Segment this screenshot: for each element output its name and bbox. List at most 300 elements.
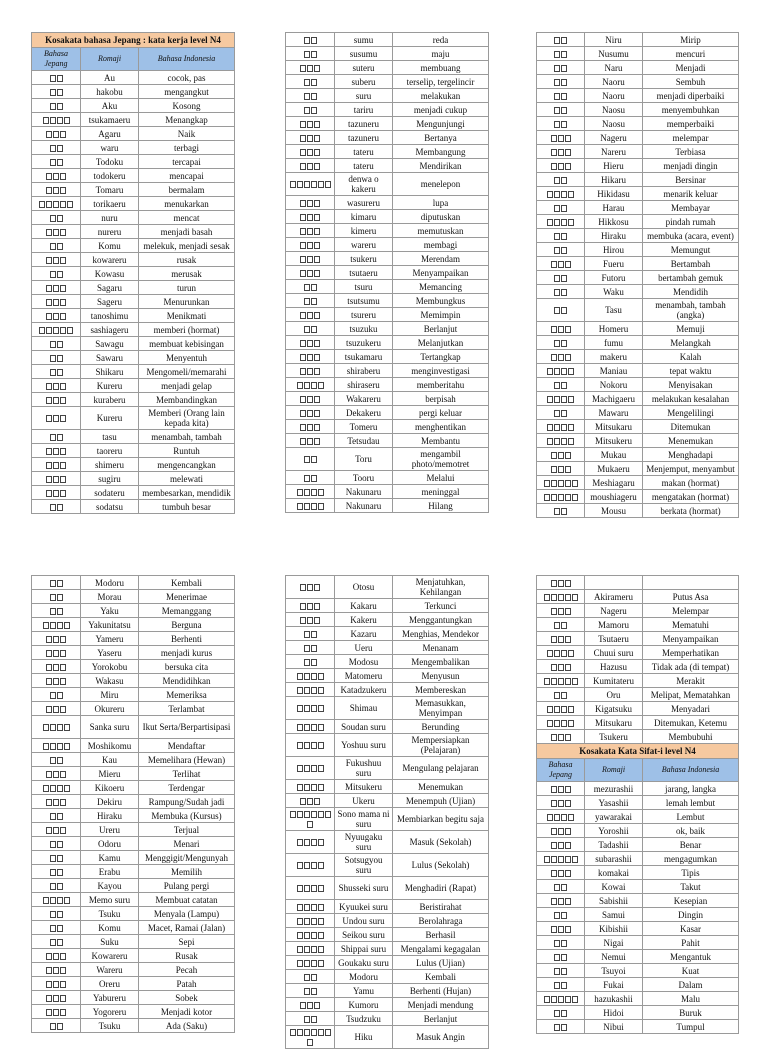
missing-glyph-icon xyxy=(554,622,560,629)
missing-glyph-icon xyxy=(318,765,324,772)
romaji-cell: Goukaku suru xyxy=(335,956,393,970)
japanese-cell xyxy=(537,604,585,618)
missing-glyph-icon xyxy=(57,743,63,750)
missing-glyph-icon xyxy=(311,1029,317,1036)
missing-glyph-icon xyxy=(558,828,564,835)
romaji-cell: Sotsugyou suru xyxy=(335,854,393,877)
missing-glyph-icon xyxy=(50,594,56,601)
japanese-cell xyxy=(537,285,585,299)
table-row xyxy=(537,646,739,660)
missing-glyph-icon xyxy=(46,981,52,988)
missing-glyph-icon xyxy=(551,261,557,268)
romaji-cell: Kamu xyxy=(81,851,139,865)
missing-glyph-icon xyxy=(64,785,70,792)
japanese-cell xyxy=(537,131,585,145)
indonesian-cell: membuka (acara, event) xyxy=(643,229,739,243)
indonesian-cell: jarang, langka xyxy=(643,782,739,796)
japanese-cell xyxy=(286,720,335,734)
missing-glyph-icon xyxy=(300,354,306,361)
romaji-cell: Akirameru xyxy=(585,590,643,604)
japanese-cell xyxy=(32,211,81,225)
missing-glyph-icon xyxy=(50,215,56,222)
indonesian-cell: Mendidihkan xyxy=(139,674,235,688)
indonesian-cell: Naik xyxy=(139,127,235,141)
table-row xyxy=(32,618,235,632)
table-row xyxy=(286,471,489,485)
japanese-cell xyxy=(537,89,585,103)
indonesian-cell: Ditemukan xyxy=(643,420,739,434)
missing-glyph-icon xyxy=(304,724,310,731)
japanese-cell xyxy=(286,734,335,757)
romaji-cell: taoreru xyxy=(81,444,139,458)
missing-glyph-icon xyxy=(558,163,564,170)
indonesian-cell: maju xyxy=(393,47,489,61)
indonesian-cell: menyembuhkan xyxy=(643,103,739,117)
japanese-cell xyxy=(32,781,81,795)
missing-glyph-icon xyxy=(547,191,553,198)
indonesian-cell: Malu xyxy=(643,992,739,1006)
missing-glyph-icon xyxy=(314,214,320,221)
missing-glyph-icon xyxy=(297,742,303,749)
missing-glyph-icon xyxy=(60,490,66,497)
missing-glyph-icon xyxy=(561,650,567,657)
japanese-cell xyxy=(32,337,81,351)
missing-glyph-icon xyxy=(304,988,310,995)
indonesian-cell: Berlanjut xyxy=(393,322,489,336)
missing-glyph-icon xyxy=(50,159,56,166)
table-row xyxy=(32,935,235,949)
missing-glyph-icon xyxy=(307,584,313,591)
missing-glyph-icon xyxy=(300,270,306,277)
romaji-cell: Naoru xyxy=(585,89,643,103)
indonesian-cell: Pahit xyxy=(643,936,739,950)
missing-glyph-icon xyxy=(551,898,557,905)
missing-glyph-icon xyxy=(300,228,306,235)
romaji-cell: Yorokobu xyxy=(81,660,139,674)
missing-glyph-icon xyxy=(565,163,571,170)
table-row xyxy=(32,851,235,865)
romaji-cell: Komu xyxy=(81,239,139,253)
japanese-cell xyxy=(537,894,585,908)
missing-glyph-icon xyxy=(554,177,560,184)
indonesian-cell: melekuk, menjadi sesak xyxy=(139,239,235,253)
romaji-cell: Nemui xyxy=(585,950,643,964)
missing-glyph-icon xyxy=(50,369,56,376)
missing-glyph-icon xyxy=(561,247,567,254)
table-row xyxy=(537,131,739,145)
table-row xyxy=(537,576,739,590)
missing-glyph-icon xyxy=(558,149,564,156)
romaji-cell: Wakareru xyxy=(335,392,393,406)
missing-glyph-icon xyxy=(53,257,59,264)
romaji-cell: Hiraku xyxy=(81,809,139,823)
romaji-cell: Tsuyoi xyxy=(585,964,643,978)
missing-glyph-icon xyxy=(46,995,52,1002)
missing-glyph-icon xyxy=(60,131,66,138)
romaji-cell: Yogoreru xyxy=(81,1005,139,1019)
missing-glyph-icon xyxy=(565,326,571,333)
missing-glyph-icon xyxy=(304,862,310,869)
missing-glyph-icon xyxy=(318,382,324,389)
missing-glyph-icon xyxy=(57,159,63,166)
missing-glyph-icon xyxy=(561,368,567,375)
missing-glyph-icon xyxy=(551,734,557,741)
indonesian-cell: Menyadari xyxy=(643,702,739,716)
romaji-cell: Wareru xyxy=(81,963,139,977)
romaji-cell: Mitsukeru xyxy=(585,434,643,448)
table-row xyxy=(32,795,235,809)
missing-glyph-icon xyxy=(46,415,52,422)
table-row xyxy=(32,879,235,893)
table-row xyxy=(286,238,489,252)
japanese-cell xyxy=(537,936,585,950)
missing-glyph-icon xyxy=(307,424,313,431)
table-row xyxy=(286,831,489,854)
missing-glyph-icon xyxy=(547,438,553,445)
missing-glyph-icon xyxy=(551,580,557,587)
missing-glyph-icon xyxy=(561,340,567,347)
missing-glyph-icon xyxy=(558,261,564,268)
missing-glyph-icon xyxy=(304,284,310,291)
missing-glyph-icon xyxy=(561,814,567,821)
missing-glyph-icon xyxy=(547,814,553,821)
missing-glyph-icon xyxy=(57,608,63,615)
missing-glyph-icon xyxy=(53,981,59,988)
missing-glyph-icon xyxy=(314,368,320,375)
missing-glyph-icon xyxy=(311,1016,317,1023)
missing-glyph-icon xyxy=(304,326,310,333)
indonesian-cell: Memanggang xyxy=(139,604,235,618)
table-row xyxy=(286,914,489,928)
missing-glyph-icon xyxy=(57,855,63,862)
missing-glyph-icon xyxy=(565,734,571,741)
missing-glyph-icon xyxy=(561,622,567,629)
romaji-cell: Kyuukei suru xyxy=(335,900,393,914)
missing-glyph-icon xyxy=(561,275,567,282)
missing-glyph-icon xyxy=(50,692,56,699)
missing-glyph-icon xyxy=(554,692,560,699)
indonesian-cell: Mengomeli/memarahi xyxy=(139,365,235,379)
header-romaji: Romaji xyxy=(585,759,643,782)
table-row xyxy=(286,117,489,131)
table-row xyxy=(537,936,739,950)
romaji-cell: kuraberu xyxy=(81,393,139,407)
table-row xyxy=(32,646,235,660)
japanese-cell xyxy=(286,655,335,669)
romaji-cell: Yaseru xyxy=(81,646,139,660)
romaji-cell: Tsukeru xyxy=(585,730,643,744)
table-row xyxy=(537,894,739,908)
romaji-cell: Nibui xyxy=(585,1020,643,1034)
missing-glyph-icon xyxy=(60,650,66,657)
missing-glyph-icon xyxy=(57,271,63,278)
romaji-cell: Todoku xyxy=(81,155,139,169)
missing-glyph-icon xyxy=(565,135,571,142)
romaji-cell: tazuneru xyxy=(335,117,393,131)
table-row xyxy=(32,823,235,837)
indonesian-cell: pindah rumah xyxy=(643,215,739,229)
japanese-cell xyxy=(32,753,81,767)
missing-glyph-icon xyxy=(60,187,66,194)
missing-glyph-icon xyxy=(318,181,324,188)
japanese-cell xyxy=(537,702,585,716)
missing-glyph-icon xyxy=(46,201,52,208)
missing-glyph-icon xyxy=(558,734,564,741)
indonesian-cell: Berlanjut xyxy=(393,1012,489,1026)
missing-glyph-icon xyxy=(297,765,303,772)
table-row xyxy=(537,47,739,61)
missing-glyph-icon xyxy=(318,932,324,939)
missing-glyph-icon xyxy=(46,1009,52,1016)
missing-glyph-icon xyxy=(307,340,313,347)
indonesian-cell: Mengalami kegagalan xyxy=(393,942,489,956)
missing-glyph-icon xyxy=(57,89,63,96)
missing-glyph-icon xyxy=(290,1029,296,1036)
missing-glyph-icon xyxy=(558,856,564,863)
missing-glyph-icon xyxy=(297,489,303,496)
table-row xyxy=(32,963,235,977)
table-row xyxy=(32,865,235,879)
missing-glyph-icon xyxy=(57,813,63,820)
missing-glyph-icon xyxy=(314,798,320,805)
missing-glyph-icon xyxy=(290,181,296,188)
romaji-cell: denwa o kakeru xyxy=(335,173,393,196)
missing-glyph-icon xyxy=(554,968,560,975)
table-row xyxy=(286,683,489,697)
japanese-cell xyxy=(32,281,81,295)
romaji-cell: Nareru xyxy=(585,145,643,159)
table-row xyxy=(286,1026,489,1049)
table-row xyxy=(32,183,235,197)
indonesian-cell: makan (hormat) xyxy=(643,476,739,490)
missing-glyph-icon xyxy=(314,65,320,72)
table-row xyxy=(286,1012,489,1026)
missing-glyph-icon xyxy=(565,636,571,643)
romaji-cell: Nyuugaku suru xyxy=(335,831,393,854)
table-title: Kosakata Kata Sifat-i level N4 xyxy=(537,744,739,759)
missing-glyph-icon xyxy=(558,466,564,473)
japanese-cell xyxy=(286,669,335,683)
japanese-cell xyxy=(32,739,81,753)
indonesian-cell: Memancing xyxy=(393,280,489,294)
japanese-cell xyxy=(537,173,585,187)
japanese-cell xyxy=(286,900,335,914)
table-row xyxy=(32,225,235,239)
missing-glyph-icon xyxy=(551,354,557,361)
table-row xyxy=(537,964,739,978)
missing-glyph-icon xyxy=(53,383,59,390)
indonesian-cell: Menangkap xyxy=(139,113,235,127)
indonesian-cell: diputuskan xyxy=(393,210,489,224)
japanese-cell xyxy=(32,500,81,514)
missing-glyph-icon xyxy=(558,898,564,905)
missing-glyph-icon xyxy=(554,1024,560,1031)
missing-glyph-icon xyxy=(318,1029,324,1036)
missing-glyph-icon xyxy=(554,650,560,657)
indonesian-cell: tumbuh besar xyxy=(139,500,235,514)
romaji-cell: Ureru xyxy=(81,823,139,837)
indonesian-cell: tepat waktu xyxy=(643,364,739,378)
table-row xyxy=(32,921,235,935)
japanese-cell xyxy=(537,61,585,75)
missing-glyph-icon xyxy=(311,811,317,818)
missing-glyph-icon xyxy=(53,953,59,960)
japanese-cell xyxy=(32,632,81,646)
table-row xyxy=(537,866,739,880)
missing-glyph-icon xyxy=(311,181,317,188)
missing-glyph-icon xyxy=(311,839,317,846)
missing-glyph-icon xyxy=(561,982,567,989)
indonesian-cell: menjadi gelap xyxy=(139,379,235,393)
missing-glyph-icon xyxy=(297,687,303,694)
missing-glyph-icon xyxy=(554,121,560,128)
missing-glyph-icon xyxy=(551,608,557,615)
missing-glyph-icon xyxy=(558,608,564,615)
indonesian-cell: Terlihat xyxy=(139,767,235,781)
missing-glyph-icon xyxy=(53,313,59,320)
missing-glyph-icon xyxy=(561,233,567,240)
romaji-cell: Sagaru xyxy=(81,281,139,295)
indonesian-cell: melakukan xyxy=(393,89,489,103)
missing-glyph-icon xyxy=(558,594,564,601)
romaji-cell: Matomeru xyxy=(335,669,393,683)
missing-glyph-icon xyxy=(46,771,52,778)
table-row xyxy=(537,922,739,936)
missing-glyph-icon xyxy=(60,664,66,671)
romaji-cell: Fukushuu suru xyxy=(335,757,393,780)
japanese-cell xyxy=(537,229,585,243)
romaji-cell: Aku xyxy=(81,99,139,113)
table-row xyxy=(286,364,489,378)
missing-glyph-icon xyxy=(297,382,303,389)
table-row xyxy=(537,299,739,322)
missing-glyph-icon xyxy=(53,229,59,236)
indonesian-cell: Mempersiapkan (Pelajaran) xyxy=(393,734,489,757)
missing-glyph-icon xyxy=(561,706,567,713)
japanese-cell xyxy=(286,877,335,900)
missing-glyph-icon xyxy=(325,811,331,818)
table-row xyxy=(32,141,235,155)
indonesian-cell: rusak xyxy=(139,253,235,267)
missing-glyph-icon xyxy=(561,191,567,198)
romaji-cell: Modoru xyxy=(335,970,393,984)
indonesian-cell: memberitahu xyxy=(393,378,489,392)
romaji-cell: Ueru xyxy=(335,641,393,655)
table-row xyxy=(286,900,489,914)
missing-glyph-icon xyxy=(60,706,66,713)
missing-glyph-icon xyxy=(307,163,313,170)
indonesian-cell: Melanjutkan xyxy=(393,336,489,350)
romaji-cell: Hidoi xyxy=(585,1006,643,1020)
missing-glyph-icon xyxy=(554,720,560,727)
missing-glyph-icon xyxy=(60,799,66,806)
table-row xyxy=(537,674,739,688)
missing-glyph-icon xyxy=(554,79,560,86)
japanese-cell xyxy=(32,113,81,127)
missing-glyph-icon xyxy=(565,786,571,793)
missing-glyph-icon xyxy=(318,918,324,925)
missing-glyph-icon xyxy=(314,256,320,263)
table-row xyxy=(32,893,235,907)
missing-glyph-icon xyxy=(561,177,567,184)
missing-glyph-icon xyxy=(554,954,560,961)
table-row xyxy=(32,949,235,963)
romaji-cell: Otosu xyxy=(335,576,393,599)
table-row xyxy=(286,641,489,655)
missing-glyph-icon xyxy=(551,135,557,142)
romaji-cell: Erabu xyxy=(81,865,139,879)
missing-glyph-icon xyxy=(565,608,571,615)
missing-glyph-icon xyxy=(46,173,52,180)
missing-glyph-icon xyxy=(561,382,567,389)
japanese-cell xyxy=(286,47,335,61)
missing-glyph-icon xyxy=(311,631,317,638)
romaji-cell: Sawaru xyxy=(81,351,139,365)
japanese-cell xyxy=(286,392,335,406)
missing-glyph-icon xyxy=(565,149,571,156)
table-row xyxy=(286,697,489,720)
romaji-cell: Kayou xyxy=(81,879,139,893)
romaji-cell: Kowai xyxy=(585,880,643,894)
missing-glyph-icon xyxy=(53,827,59,834)
romaji-cell: Nusumu xyxy=(585,47,643,61)
japanese-cell xyxy=(537,796,585,810)
table-row xyxy=(537,201,739,215)
indonesian-cell: Sembuh xyxy=(643,75,739,89)
table-row xyxy=(32,430,235,444)
romaji-cell: Yoroshii xyxy=(585,824,643,838)
missing-glyph-icon xyxy=(304,673,310,680)
japanese-cell xyxy=(537,576,585,590)
missing-glyph-icon xyxy=(551,828,557,835)
missing-glyph-icon xyxy=(318,489,324,496)
table-row xyxy=(537,660,739,674)
missing-glyph-icon xyxy=(43,743,49,750)
romaji-cell: Dekiru xyxy=(81,795,139,809)
missing-glyph-icon xyxy=(554,93,560,100)
romaji-cell: susumu xyxy=(335,47,393,61)
indonesian-cell: Menggantungkan xyxy=(393,613,489,627)
japanese-cell xyxy=(286,1012,335,1026)
missing-glyph-icon xyxy=(46,799,52,806)
table-row xyxy=(286,89,489,103)
indonesian-cell: Tipis xyxy=(643,866,739,880)
table-row xyxy=(537,504,739,518)
table-row xyxy=(32,379,235,393)
missing-glyph-icon xyxy=(558,786,564,793)
romaji-cell: Sageru xyxy=(81,295,139,309)
japanese-cell xyxy=(286,794,335,808)
romaji-cell: Komu xyxy=(81,921,139,935)
indonesian-cell: Terbiasa xyxy=(643,145,739,159)
romaji-cell: sumu xyxy=(335,33,393,47)
table-row xyxy=(537,285,739,299)
missing-glyph-icon xyxy=(64,743,70,750)
romaji-cell: Tsudzuku xyxy=(335,1012,393,1026)
indonesian-cell: Hilang xyxy=(393,499,489,513)
japanese-cell xyxy=(537,145,585,159)
japanese-cell xyxy=(537,590,585,604)
missing-glyph-icon xyxy=(60,981,66,988)
japanese-cell xyxy=(537,646,585,660)
romaji-cell: Hiku xyxy=(335,1026,393,1049)
table-row xyxy=(32,809,235,823)
missing-glyph-icon xyxy=(544,678,550,685)
missing-glyph-icon xyxy=(60,967,66,974)
table-row xyxy=(537,392,739,406)
romaji-cell: Mamoru xyxy=(585,618,643,632)
missing-glyph-icon xyxy=(544,594,550,601)
